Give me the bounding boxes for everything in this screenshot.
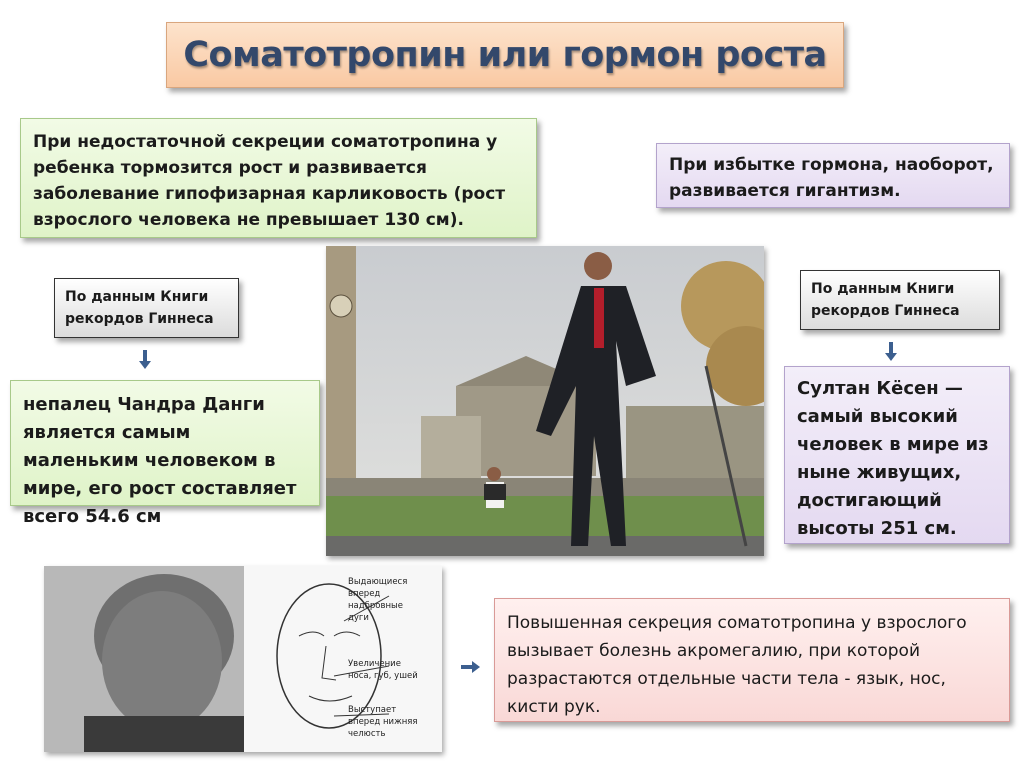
source-label-right [800, 270, 1000, 330]
brow-label: Выдающиеся вперед надбровные дуги [348, 577, 408, 623]
acromegaly-textbox [494, 598, 1010, 722]
source-right-text: По данным Книги рекордов Гиннеса [811, 281, 960, 319]
excess-textbox [656, 143, 1010, 208]
giant-record-text: Султан Кёсен — самый высокий человек в мире из ныне живущих, достигающий высоты 251 см. [797, 378, 989, 539]
excess-text: При избытке гормона, наоборот, развивается гигантизм. [669, 155, 994, 201]
arrow-down-icon [138, 350, 152, 370]
dwarf-record-text: непалец Чандра Данги является самым маленьким человеком в мире, его рост составляет всего 54.6 см [23, 394, 297, 527]
nose-label: Увеличение носа, губ, ушей [348, 659, 418, 681]
arrow-right-icon [461, 660, 481, 674]
giant-and-dwarf-photo [326, 246, 764, 556]
source-left-text: По данным Книги рекордов Гиннеса [65, 289, 214, 327]
slide-title: Соматотропин или гормон роста [183, 35, 827, 75]
deficiency-textbox [20, 118, 537, 238]
source-label-left [54, 278, 239, 338]
acromegaly-illustration [44, 566, 442, 752]
deficiency-text: При недостаточной секреции соматотропина у ребенка тормозится рост и развивается заболевание гипофизарная карликовость (рост взрослого человека не превышает 130 см). [33, 132, 506, 230]
slide-title-box [166, 22, 844, 88]
dwarf-record-textbox [10, 380, 320, 527]
arrow-down-icon [884, 342, 898, 362]
acromegaly-text: Повышенная секреция соматотропина у взрослого вызывает болезнь акромегалию, при которой разрастаются отдельные части тела - язык, нос, кисти рук. [507, 613, 967, 717]
giant-record-textbox [784, 366, 1010, 544]
jaw-label: Выступает вперед нижняя челюсть [348, 705, 418, 739]
